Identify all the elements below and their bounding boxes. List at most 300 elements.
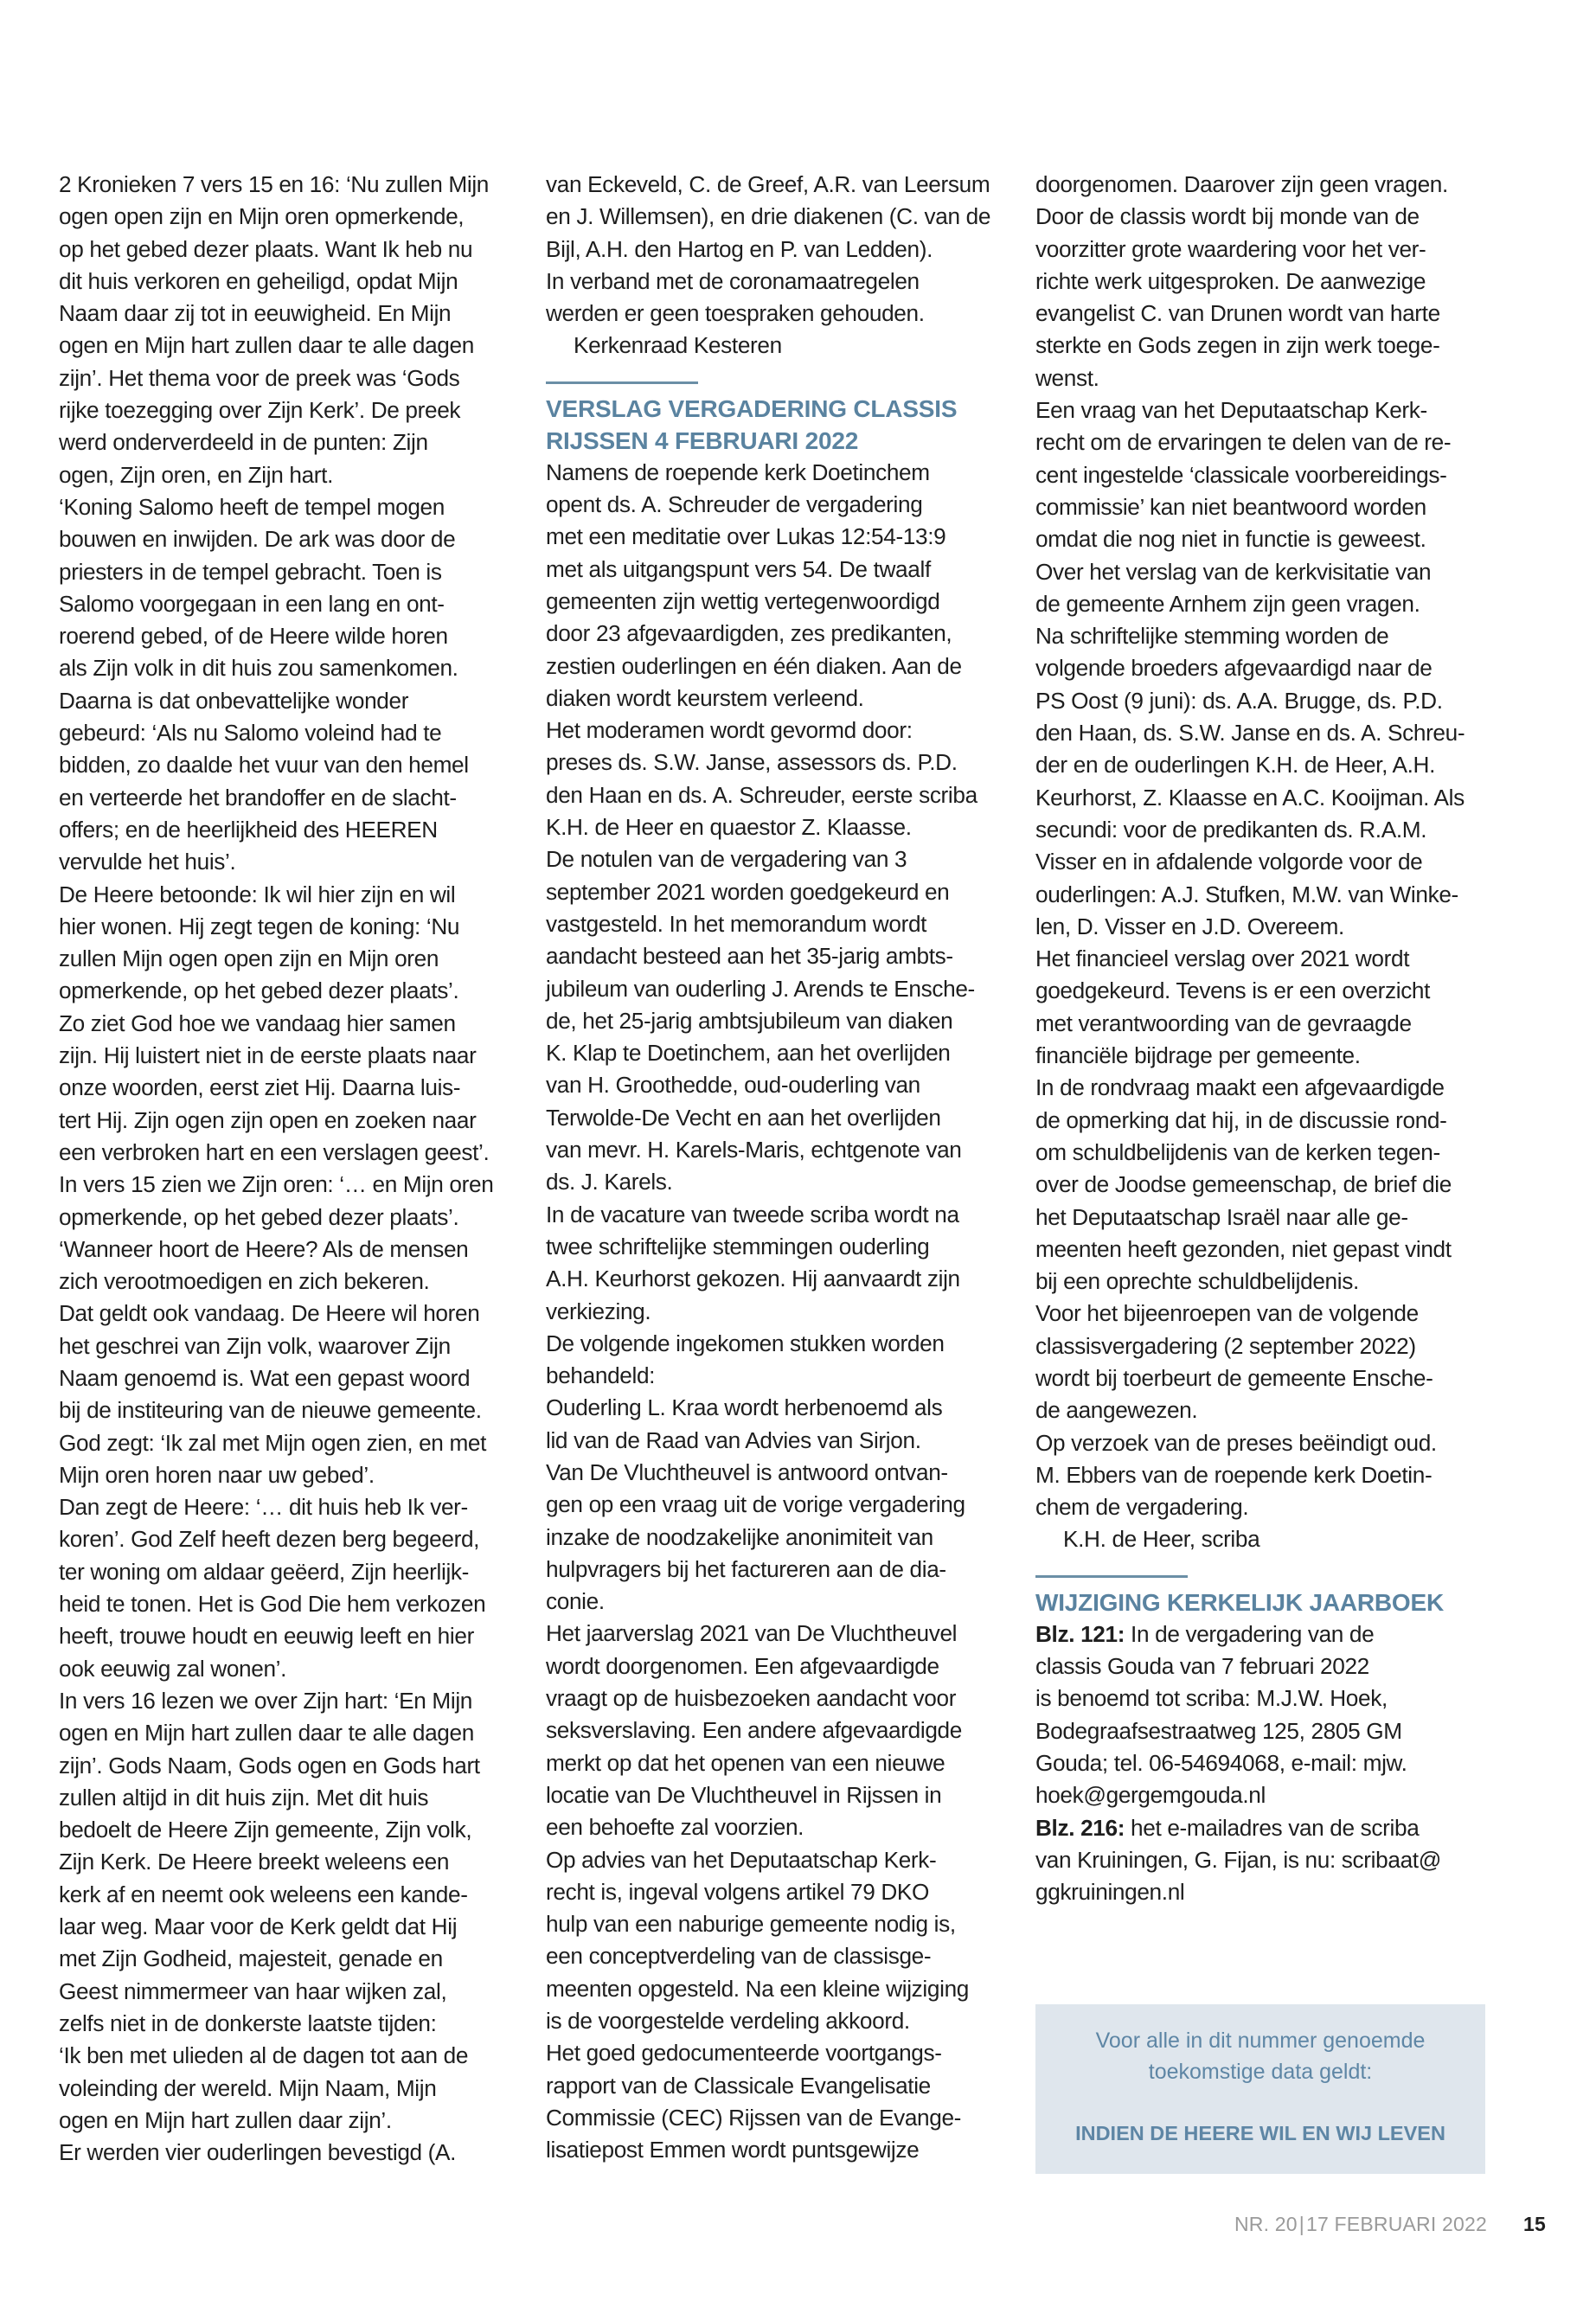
text-line	[59, 459, 533, 491]
sermon-report-text	[59, 169, 533, 2169]
line-text: Van De Vluchtheuvel is antwoord ontvan-	[546, 1458, 948, 1485]
line-text: twee schriftelijke stemmingen ouderling	[546, 1233, 930, 1259]
column-2	[546, 169, 1021, 2167]
text-line	[59, 201, 533, 233]
text-line	[59, 169, 533, 201]
line-text: Bijl, A.H. den Hartog en P. van Ledden).	[546, 235, 933, 262]
notice-line: Voor alle in dit nummer genoemde	[1095, 2029, 1426, 2053]
text-line	[1035, 1202, 1503, 1234]
line-text: In vers 15 zien we Zijn oren: ‘… en Mijn oren	[59, 1171, 494, 1198]
line-text: behandeld:	[546, 1362, 656, 1389]
line-text: ter woning om aldaar geëerd, Zijn heerlijk-	[59, 1558, 470, 1585]
text-line	[59, 1234, 533, 1266]
text-line	[59, 1362, 533, 1394]
text-line	[546, 747, 1021, 779]
line-text: zich verootmoedigen en zich bekeren.	[59, 1268, 430, 1295]
line-text: der en de ouderlingen K.H. de Heer, A.H.	[1035, 752, 1436, 779]
text-line	[546, 1360, 1021, 1392]
line-text: kerk af en neemt ook weleens een kande-	[59, 1881, 468, 1907]
text-line	[1035, 1008, 1503, 1040]
text-line	[1035, 1876, 1503, 1908]
text-line	[1035, 1747, 1503, 1779]
line-text: ogen en Mijn hart zullen daar zijn’.	[59, 2106, 392, 2133]
text-line	[546, 1554, 1021, 1586]
line-text: locatie van De Vluchtheuvel in Rijssen in	[546, 1781, 942, 1808]
text-line	[59, 2137, 533, 2169]
line-text: evangelist C. van Drunen wordt van harte	[1035, 300, 1440, 327]
line-text: de, het 25-jarig ambtsjubileum van diaken	[546, 1007, 953, 1034]
text-line	[1035, 266, 1503, 298]
text-line	[546, 1392, 1021, 1424]
line-text: Voor het bijeenroepen van de volgende	[1035, 1300, 1419, 1327]
text-line	[546, 521, 1021, 553]
text-line	[59, 2040, 533, 2072]
line-text: commissie’ kan niet beantwoord worden	[1035, 493, 1426, 520]
line-text: Keurhorst, Z. Klaasse en A.C. Kooijman. Als	[1035, 784, 1465, 811]
line-text: K.H. de Heer en quaestor Z. Klaasse.	[546, 814, 912, 841]
text-line	[59, 911, 533, 943]
text-line	[59, 652, 533, 684]
text-line	[546, 940, 1021, 972]
line-text: een conceptverdeling van de classisge-	[546, 1943, 932, 1970]
line-text: den Haan, ds. S.W. Janse en ds. A. Schreu-	[1035, 720, 1465, 747]
text-line	[1035, 330, 1503, 362]
line-text: van H. Groothedde, oud-ouderling van	[546, 1072, 920, 1099]
text-line	[59, 782, 533, 814]
text-line	[1035, 1362, 1503, 1394]
text-line	[1035, 1105, 1503, 1137]
line-text: richte werk uitgesproken. De aanwezige	[1035, 267, 1426, 294]
line-text: A.H. Keurhorst gekozen. Hij aanvaardt zijn	[546, 1266, 960, 1292]
line-text: de aangewezen.	[1035, 1397, 1198, 1424]
text-line	[546, 234, 1021, 266]
line-text: zullen Mijn ogen open zijn en Mijn oren	[59, 945, 439, 972]
yearbook-changes-text	[1035, 1618, 1503, 1909]
text-line	[59, 1620, 533, 1652]
text-line	[59, 1491, 533, 1523]
text-line	[1035, 1682, 1503, 1715]
line-text: rapport van de Classicale Evangelisatie	[546, 2072, 931, 2099]
line-text: Bodegraafsestraatweg 125, 2805 GM	[1035, 1717, 1402, 1744]
text-line	[546, 330, 1021, 362]
line-text: om schuldbelijdenis van de kerken tegen-	[1035, 1138, 1440, 1165]
line-text: is de voorgestelde verdeling akkoord.	[546, 2008, 910, 2035]
section-rule	[546, 381, 698, 384]
text-line	[1035, 620, 1503, 652]
line-text: gen op een vraag uit de vorige vergadering	[546, 1491, 965, 1518]
text-line	[59, 1846, 533, 1878]
text-line	[546, 1263, 1021, 1295]
text-line	[546, 651, 1021, 683]
line-text: vervulde het huis’.	[59, 849, 236, 875]
text-line	[546, 1811, 1021, 1843]
text-line	[546, 201, 1021, 233]
line-text: God zegt: ‘Ik zal met Mijn ogen zien, en met	[59, 1429, 487, 1456]
text-line	[546, 1973, 1021, 2005]
text-line	[546, 1102, 1021, 1134]
text-line	[59, 1588, 533, 1620]
text-line	[546, 1134, 1021, 1166]
line-text: In de rondvraag maakt een afgevaardigde	[1035, 1074, 1445, 1101]
text-line	[59, 1911, 533, 1943]
text-line	[1035, 523, 1503, 555]
text-line	[546, 457, 1021, 489]
line-text: verkiezing.	[546, 1298, 651, 1324]
text-line	[1035, 749, 1503, 781]
text-line	[59, 330, 533, 362]
text-line	[1035, 1491, 1503, 1523]
line-text: bedoelt de Heere Zijn gemeente, Zijn volk,	[59, 1817, 472, 1843]
text-line	[59, 1814, 533, 1846]
text-line	[59, 1298, 533, 1330]
line-text: ogen open zijn en Mijn oren opmerkende,	[59, 203, 465, 230]
notice-emphasis: INDIEN DE HEERE WIL EN WIJ LEVEN	[1075, 2122, 1445, 2144]
text-line	[59, 717, 533, 749]
line-text: en J. Willemsen), en drie diakenen (C. van de	[546, 203, 991, 230]
line-text: offers; en de heerlijkheid des HEEREN	[59, 816, 438, 843]
line-text: De volgende ingekomen stukken worden	[546, 1330, 945, 1356]
text-line	[546, 169, 1021, 201]
classis-report-continued	[1035, 169, 1503, 1556]
text-line	[59, 1717, 533, 1749]
text-line	[546, 2134, 1021, 2166]
classis-report-text	[546, 457, 1021, 2167]
line-text: De notulen van de vergadering van 3	[546, 846, 907, 873]
text-line	[59, 1750, 533, 1782]
text-line	[59, 1427, 533, 1459]
text-line	[546, 876, 1021, 908]
text-line	[59, 556, 533, 588]
text-line	[59, 1976, 533, 2008]
text-line	[59, 2105, 533, 2137]
line-text: gebeurd: ‘Als nu Salomo voleind had te	[59, 720, 442, 747]
line-text: en verteerde het brandoffer en de slacht-	[59, 784, 457, 811]
text-line	[59, 814, 533, 846]
line-text: hulpvragers bij het factureren aan de dia-	[546, 1555, 946, 1582]
text-line	[59, 426, 533, 458]
line-text: tert Hij. Zijn ogen zijn open en zoeken naar	[59, 1106, 477, 1133]
line-text: als Zijn volk in dit huis zou samenkomen.	[59, 655, 458, 682]
text-line	[59, 362, 533, 394]
line-text: lisatiepost Emmen wordt puntsgewijze	[546, 2137, 920, 2163]
line-text: zijn’. Het thema voor de preek was ‘Gods	[59, 364, 460, 391]
line-text: met een meditatie over Lukas 12:54-13:9	[546, 523, 946, 550]
text-line	[1035, 782, 1503, 814]
text-line	[546, 2070, 1021, 2102]
text-line	[1035, 1330, 1503, 1362]
classis-report-heading	[546, 393, 1021, 457]
line-text: Commissie (CEC) Rijssen van de Evange-	[546, 2104, 962, 2131]
line-text: met Zijn Godheid, majesteit, genade en	[59, 1945, 443, 1972]
line-text: ogen, Zijn oren, en Zijn hart.	[59, 461, 334, 488]
line-text: Het jaarverslag 2021 van De Vluchtheuvel	[546, 1620, 958, 1647]
line-text: ogen en Mijn hart zullen daar te alle dagen	[59, 332, 474, 359]
text-line	[546, 779, 1021, 811]
text-line	[546, 1457, 1021, 1489]
text-line	[59, 491, 533, 523]
text-line	[546, 1940, 1021, 1972]
line-text: preses ds. S.W. Janse, assessors ds. P.D.	[546, 749, 958, 776]
line-text: Het goed gedocumenteerde voortgangs-	[546, 2040, 942, 2067]
line-text: Na schriftelijke stemming worden de	[1035, 623, 1389, 650]
line-text: Het financieel verslag over 2021 wordt	[1035, 945, 1410, 972]
line-text: Visser en in afdalende volgorde voor de	[1035, 849, 1423, 875]
line-text: PS Oost (9 juni): ds. A.A. Brugge, ds. P.D.	[1035, 687, 1443, 714]
line-text: 2 Kronieken 7 vers 15 en 16: ‘Nu zullen Mijn	[59, 171, 489, 197]
notice-box	[1035, 2004, 1485, 2174]
line-text: met verantwoording van de gevraagde	[1035, 1009, 1412, 1036]
line-text: secundi: voor de predikanten ds. R.A.M.	[1035, 816, 1427, 843]
line-text: Zijn Kerk. De Heere breekt weleens een	[59, 1849, 450, 1875]
text-line	[546, 298, 1021, 330]
text-line	[546, 1069, 1021, 1101]
text-line	[546, 2037, 1021, 2069]
text-line	[1035, 846, 1503, 878]
text-line	[1035, 1137, 1503, 1169]
text-line	[59, 588, 533, 620]
line-text: Zo ziet God hoe we vandaag hier samen	[59, 1009, 456, 1036]
line-text: is benoemd tot scriba: M.J.W. Hoek,	[1035, 1685, 1388, 1712]
line-text: omdat die nog niet in functie is geweest.	[1035, 526, 1426, 553]
line-text: rijke toezegging over Zijn Kerk’. De preek	[59, 397, 461, 424]
text-line	[1035, 169, 1503, 201]
line-text: roerend gebed, of de Heere wilde horen	[59, 623, 448, 650]
text-line	[1035, 717, 1503, 749]
line-text: van Kruiningen, G. Fijan, is nu: scribaat@	[1035, 1846, 1441, 1873]
text-line	[546, 1876, 1021, 1908]
footer-separator: |	[1298, 2213, 1304, 2235]
text-line	[59, 394, 533, 426]
line-text: ‘Ik ben met ulieden al de dagen tot aan de	[59, 2042, 469, 2069]
line-text: volgende broeders afgevaardigd naar de	[1035, 655, 1433, 682]
line-text: classis Gouda van 7 februari 2022	[1035, 1653, 1369, 1680]
text-line	[546, 2005, 1021, 2037]
line-text: recht is, ingeval volgens artikel 79 DKO	[546, 1878, 930, 1905]
text-line	[546, 1199, 1021, 1231]
line-text: den Haan en ds. A. Schreuder, eerste scriba	[546, 781, 977, 808]
line-text: zestien ouderlingen en één diaken. Aan de	[546, 652, 962, 679]
text-line	[546, 715, 1021, 747]
text-line	[546, 1618, 1021, 1650]
line-text: Dan zegt de Heere: ‘… dit huis heb Ik ver-	[59, 1494, 468, 1521]
text-line	[1035, 1459, 1503, 1491]
text-line	[1035, 459, 1503, 491]
yearbook-changes-heading	[1035, 1586, 1503, 1618]
text-line	[546, 1489, 1021, 1521]
text-line	[59, 1943, 533, 1975]
text-line	[546, 1005, 1021, 1037]
line-text: Naam daar zij tot in eeuwigheid. En Mijn	[59, 300, 452, 327]
line-text: zelfs niet in de donkerste laatste tijden:	[59, 2009, 437, 2036]
line-text: zijn. Hij luistert niet in de eerste plaats naar	[59, 1042, 477, 1069]
line-text: het Deputaatschap Israël naar alle ge-	[1035, 1203, 1408, 1230]
text-line	[59, 2073, 533, 2105]
text-line	[1035, 911, 1503, 943]
text-line	[1035, 1844, 1503, 1876]
text-line	[1035, 685, 1503, 717]
line-text: cent ingestelde ‘classicale voorbereidings-	[1035, 461, 1447, 488]
line-text: hulp van een naburige gemeente nodig is,	[546, 1911, 956, 1938]
line-text: Kerkenraad Kesteren	[574, 332, 782, 359]
text-line	[546, 1650, 1021, 1682]
text-line	[1035, 1650, 1503, 1682]
line-text: Daarna is dat onbevattelijke wonder	[59, 687, 409, 714]
text-line	[546, 554, 1021, 586]
text-line	[1035, 1427, 1503, 1459]
text-line	[1035, 1072, 1503, 1104]
text-line	[1035, 943, 1503, 975]
text-line	[546, 1037, 1021, 1069]
line-text: het geschrei van Zijn volk, waarover Zijn	[59, 1332, 451, 1359]
line-text: laar weg. Maar voor de Kerk geldt dat Hij	[59, 1913, 458, 1940]
text-line	[546, 266, 1021, 298]
line-text: De Heere betoonde: Ik wil hier zijn en wil	[59, 881, 456, 907]
column-1	[59, 169, 533, 2169]
line-text: gemeenten zijn wettig vertegenwoordigd	[546, 587, 940, 614]
text-line	[59, 1685, 533, 1717]
line-text: werden er geen toespraken gehouden.	[546, 300, 925, 327]
line-text: diaken wordt keurstem verleend.	[546, 684, 864, 711]
line-text: K.H. de Heer, scriba	[1063, 1526, 1260, 1553]
text-line	[1035, 234, 1503, 266]
text-line	[546, 1908, 1021, 1940]
notice-line: toekomstige data geldt:	[1148, 2060, 1373, 2084]
line-text: op het gebed dezer plaats. Want Ik heb nu	[59, 235, 473, 262]
heading-line: WIJZIGING KERKELIJK JAARBOEK	[1035, 1588, 1444, 1616]
text-line	[59, 1330, 533, 1362]
line-text: aandacht besteed aan het 35-jarig ambts-	[546, 943, 953, 970]
line-text: wordt doorgenomen. Een afgevaardigde	[546, 1652, 939, 1679]
text-line	[546, 908, 1021, 940]
text-line	[59, 975, 533, 1007]
line-text: hier wonen. Hij zegt tegen de koning: ‘Nu	[59, 913, 460, 939]
issue-date: 17 FEBRUARI 2022	[1305, 2213, 1488, 2235]
text-line	[59, 1008, 533, 1040]
text-line	[1035, 814, 1503, 846]
line-text: ook eeuwig zal wonen’.	[59, 1655, 287, 1682]
page-number: 15	[1523, 2213, 1546, 2235]
text-line	[546, 843, 1021, 875]
line-text: koren’. God Zelf heeft dezen berg begeerd,	[59, 1526, 480, 1553]
line-text: zullen altijd in dit huis zijn. Met dit huis	[59, 1784, 429, 1811]
text-line	[1035, 1523, 1503, 1555]
heading-line: VERSLAG VERGADERING CLASSIS	[546, 394, 958, 422]
line-text: Terwolde-De Vecht en aan het overlijden	[546, 1104, 941, 1131]
text-line	[59, 879, 533, 911]
text-line	[546, 618, 1021, 650]
line-text: Mijn oren horen naar uw gebed’.	[59, 1461, 375, 1488]
text-line	[59, 1266, 533, 1298]
line-text: wordt bij toerbeurt de gemeente Ensche-	[1035, 1364, 1433, 1391]
text-line	[1035, 1779, 1503, 1811]
text-line	[59, 298, 533, 330]
line-text: de opmerking dat hij, in de discussie rond-	[1035, 1106, 1447, 1133]
line-text: classisvergadering (2 september 2022)	[1035, 1332, 1416, 1359]
text-line	[1035, 362, 1503, 394]
section-rule	[1035, 1575, 1188, 1578]
line-text: ds. J. Karels.	[546, 1169, 673, 1195]
text-line	[59, 234, 533, 266]
text-line	[1035, 201, 1503, 233]
text-line	[546, 1715, 1021, 1747]
line-text: In vers 16 lezen we over Zijn hart: ‘En Mijn	[59, 1687, 473, 1714]
line-text: goedgekeurd. Tevens is er een overzicht	[1035, 977, 1431, 1004]
text-line	[546, 1231, 1021, 1263]
line-text: K. Klap te Doetinchem, aan het overlijden	[546, 1040, 951, 1067]
text-line	[546, 1328, 1021, 1360]
text-line	[1035, 588, 1503, 620]
text-line	[59, 1459, 533, 1491]
line-text: dit huis verkoren en geheiligd, opdat Mijn	[59, 267, 458, 294]
text-line	[1035, 1394, 1503, 1426]
text-line	[1035, 1618, 1503, 1650]
text-line	[59, 1202, 533, 1234]
text-line	[59, 1523, 533, 1555]
line-text: inzake de noodzakelijke anonimiteit van	[546, 1523, 933, 1550]
line-text: Op advies van het Deputaatschap Kerk-	[546, 1846, 937, 1873]
line-text: len, D. Visser en J.D. Overeem.	[1035, 913, 1344, 939]
line-text: Gouda; tel. 06-54694068, e-mail: mjw.	[1035, 1749, 1407, 1776]
line-text: bidden, zo daalde het vuur van den hemel	[59, 752, 469, 779]
line-text: door 23 afgevaardigden, zes predikanten,	[546, 620, 952, 647]
line-text: van mevr. H. Karels-Maris, echtgenote van	[546, 1137, 962, 1163]
text-line	[546, 811, 1021, 843]
line-text: priesters in de tempel gebracht. Toen is	[59, 558, 442, 585]
line-text: Namens de roepende kerk Doetinchem	[546, 458, 930, 485]
line-text: In verband met de coronamaatregelen	[546, 267, 920, 294]
text-line	[59, 620, 533, 652]
line-text: Over het verslag van de kerkvisitatie van	[1035, 558, 1432, 585]
line-text: financiële bijdrage per gemeente.	[1035, 1042, 1361, 1069]
text-line	[546, 1747, 1021, 1779]
text-line	[1035, 879, 1503, 911]
line-text: heeft, trouwe houdt en eeuwig leeft en hier	[59, 1623, 474, 1650]
text-line	[59, 1879, 533, 1911]
text-line	[59, 1169, 533, 1201]
text-line	[546, 1682, 1021, 1715]
line-text: ouderlingen: A.J. Stufken, M.W. van Winke-	[1035, 881, 1458, 907]
text-line	[59, 749, 533, 781]
text-line	[546, 683, 1021, 715]
line-text: opmerkende, op het gebed dezer plaats’.	[59, 977, 459, 1004]
text-line	[546, 586, 1021, 618]
text-line	[1035, 556, 1503, 588]
page-footer	[1234, 2213, 1546, 2236]
line-text: Een vraag van het Deputaatschap Kerk-	[1035, 397, 1427, 424]
column-3	[1035, 169, 1503, 1908]
text-line	[1035, 394, 1503, 426]
line-text: het e-mailadres van de scriba	[1125, 1814, 1420, 1841]
line-text: bij de institeuring van de nieuwe gemeente.	[59, 1397, 482, 1424]
text-line	[59, 1782, 533, 1814]
line-text: wenst.	[1035, 364, 1099, 391]
text-line	[1035, 1234, 1503, 1266]
line-text: met als uitgangspunt vers 54. De twaalf	[546, 555, 931, 582]
line-text: opent ds. A. Schreuder de vergadering	[546, 491, 923, 518]
text-line	[1035, 1715, 1503, 1747]
line-text: van Eckeveld, C. de Greef, A.R. van Leersum	[546, 171, 990, 197]
text-line	[1035, 1169, 1503, 1201]
line-text: een behoefte zal voorzien.	[546, 1814, 804, 1841]
text-line	[59, 1072, 533, 1104]
text-line	[1035, 1266, 1503, 1298]
text-line	[59, 1137, 533, 1169]
text-line	[1035, 298, 1503, 330]
text-line	[1035, 652, 1503, 684]
text-line	[59, 266, 533, 298]
line-text: Ouderling L. Kraa wordt herbenoemd als	[546, 1394, 943, 1421]
text-line	[546, 1779, 1021, 1811]
